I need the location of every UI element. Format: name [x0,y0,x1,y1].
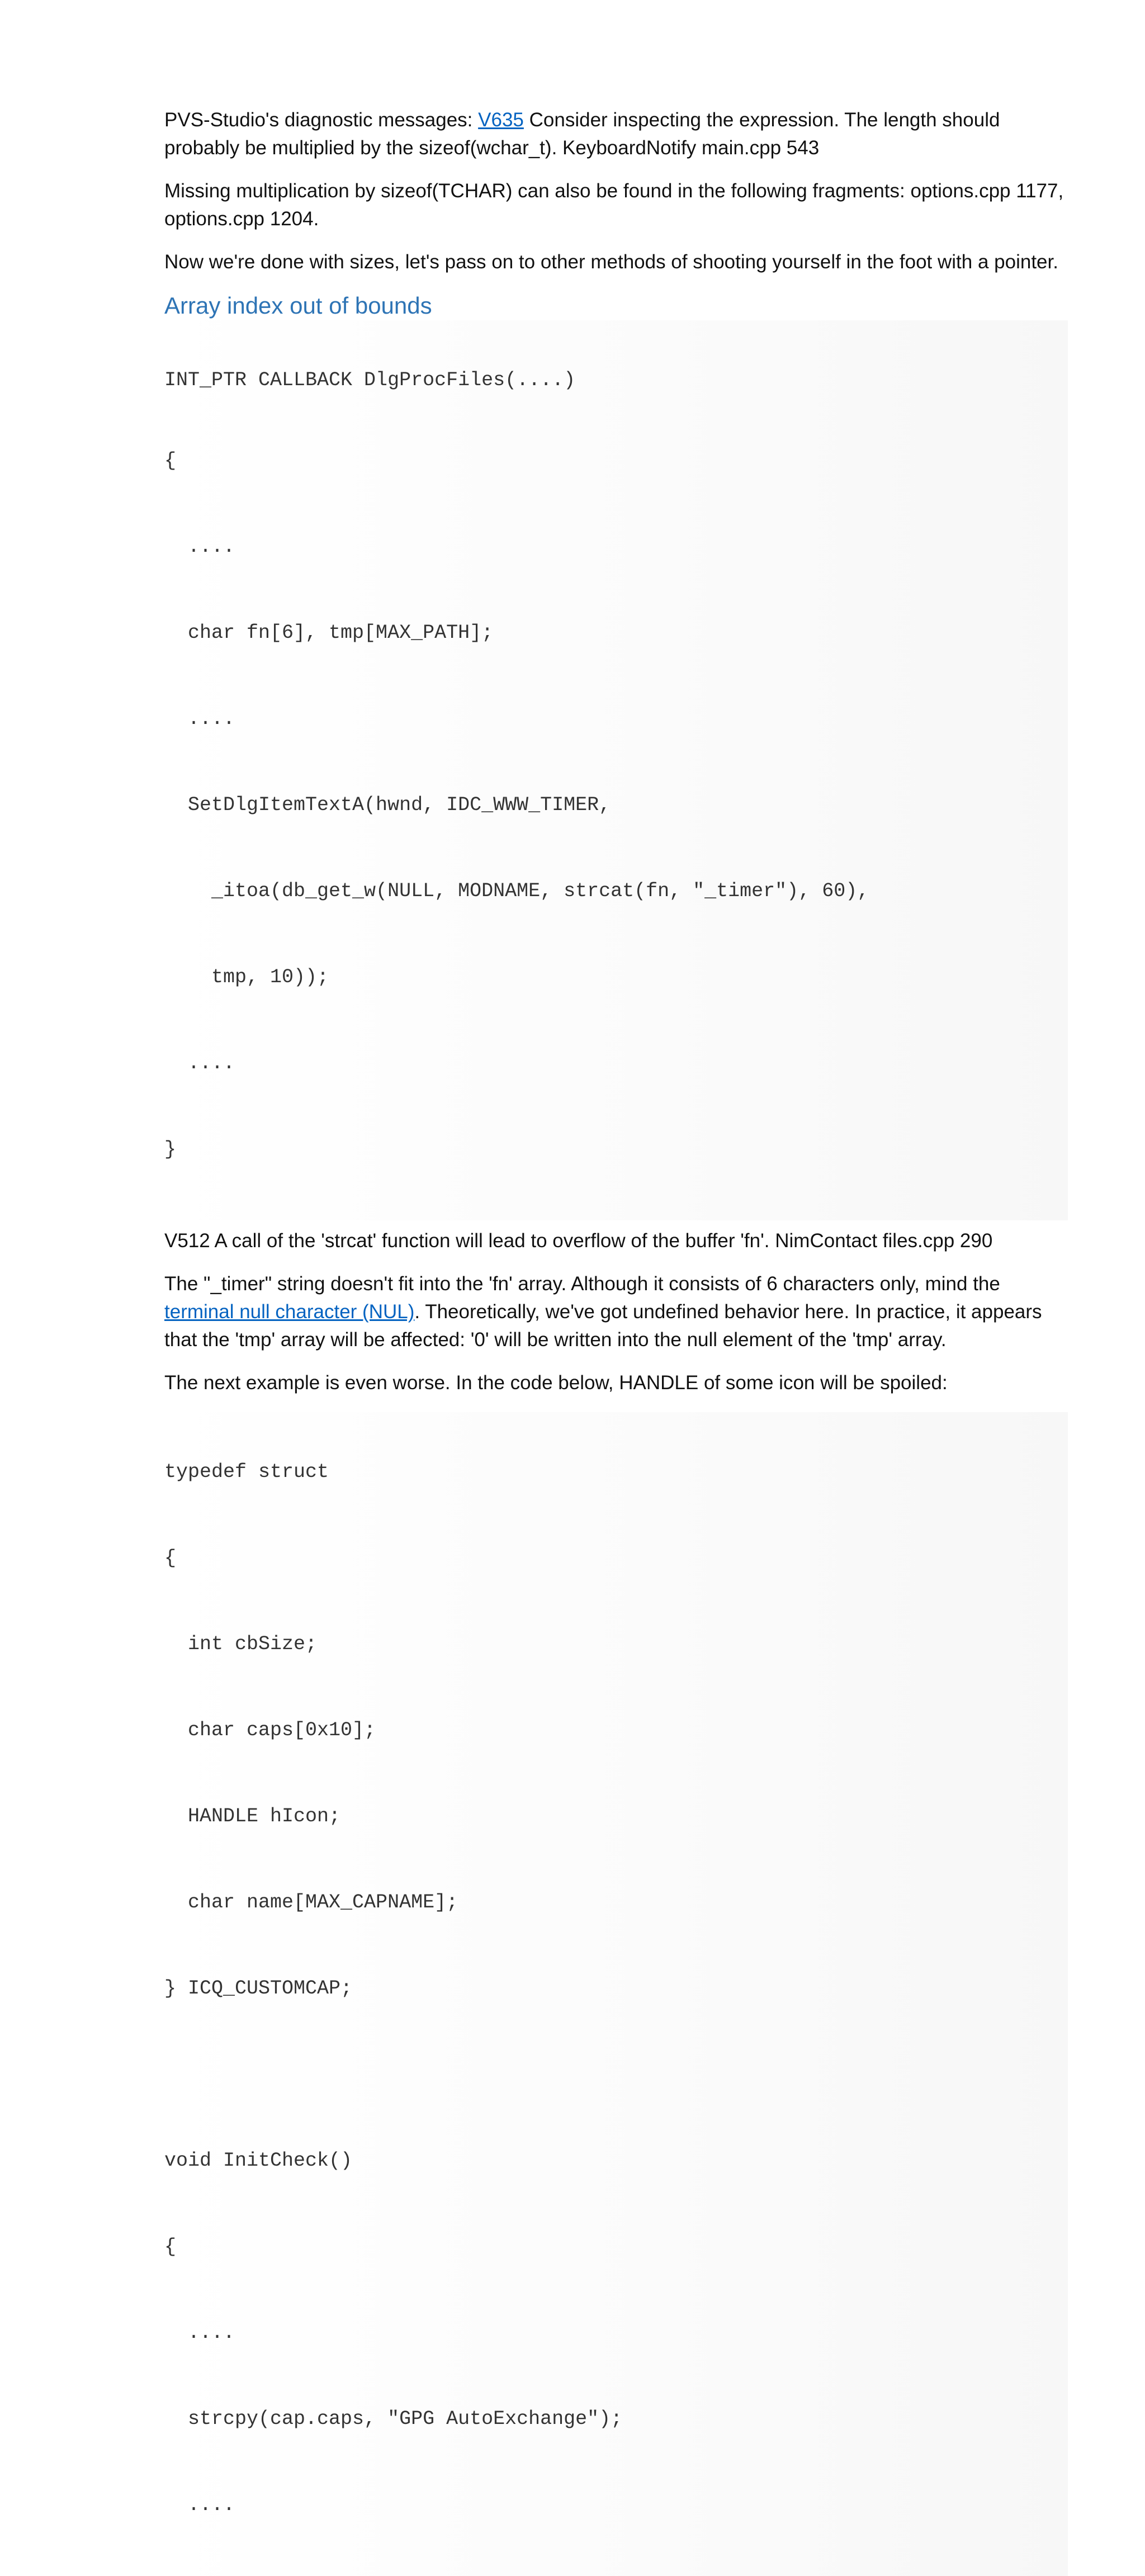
code-line: HANDLE hIcon; [164,1805,341,1827]
paragraph-text: The "_timer" string doesn't fit into the 'fn' array. Although it consists of 6 characters only, mind the [164,1273,1000,1295]
paragraph-text: PVS-Studio's diagnostic messages: [164,109,479,131]
code-block-icq-customcap [164,1412,1068,2576]
paragraph-v512: V512 A call of the 'strcat' function will lead to overflow of the buffer 'fn'. NimContact files.cpp 290 [164,1230,993,1252]
code-line-blank [164,2059,1068,2101]
code-line: char name[MAX_CAPNAME]; [164,1891,458,1914]
code-line: .... [164,1052,235,1074]
v635-link[interactable]: V635 [478,109,524,131]
code-line: _itoa(db_get_w(NULL, MODNAME, strcat(fn, "_timer"), 60), [164,880,869,902]
paragraph-done-with-sizes: Now we're done with sizes, let's pass on to other methods of shooting yourself in the foot with a pointer. [164,251,1058,273]
code-line: { [164,2236,177,2258]
code-line: } ICQ_CUSTOMCAP; [164,1977,353,2000]
code-line: void InitCheck() [164,2149,353,2172]
paragraph-text: Consider inspecting the expression. The length should probably be multiplied by the sizeof(wchar_t). KeyboardNotify main.cpp 543 [164,109,1000,159]
section-heading: Array index out of bounds [164,292,432,319]
code-line: .... [164,708,235,730]
code-line: } [164,1138,177,1161]
code-line: int cbSize; [164,1633,318,1655]
code-line: SetDlgItemTextA(hwnd, IDC_WWW_TIMER, [164,794,611,816]
code-line: .... [164,2322,235,2344]
code-line: char fn[6], tmp[MAX_PATH]; [164,622,494,644]
code-line: { [164,449,177,472]
paragraph-timer-string [164,1270,1068,1354]
code-line: strcpy(cap.caps, "GPG AutoExchange"); [164,2408,623,2430]
paragraph-missing-multiplication: Missing multiplication by sizeof(TCHAR) can also be found in the following fragments: options.cpp 1177, options.cpp 1204. [164,180,1064,230]
code-line: { [164,1547,177,1569]
code-line: .... [164,536,235,558]
terminal-null-link[interactable]: terminal null character (NUL) [164,1301,415,1323]
code-block-dlgprocfiles [164,320,1068,1220]
code-line: typedef struct [164,1461,329,1483]
document-page [164,106,1068,2576]
code-line: tmp, 10)); [164,966,329,988]
paragraph-next-example: The next example is even worse. In the code below, HANDLE of some icon will be spoiled: [164,1372,948,1394]
code-line: .... [164,2494,235,2516]
paragraph-text: . Theoretically, we've got undefined behavior here. In practice, it appears that the 'tmp' array will be affected: '0' will be written into the null element of the 'tmp' array. [164,1301,1042,1351]
code-line: char caps[0x10]; [164,1719,376,1741]
code-line: INT_PTR CALLBACK DlgProcFiles(....) [164,369,576,391]
paragraph-diagnostic [164,106,1068,162]
